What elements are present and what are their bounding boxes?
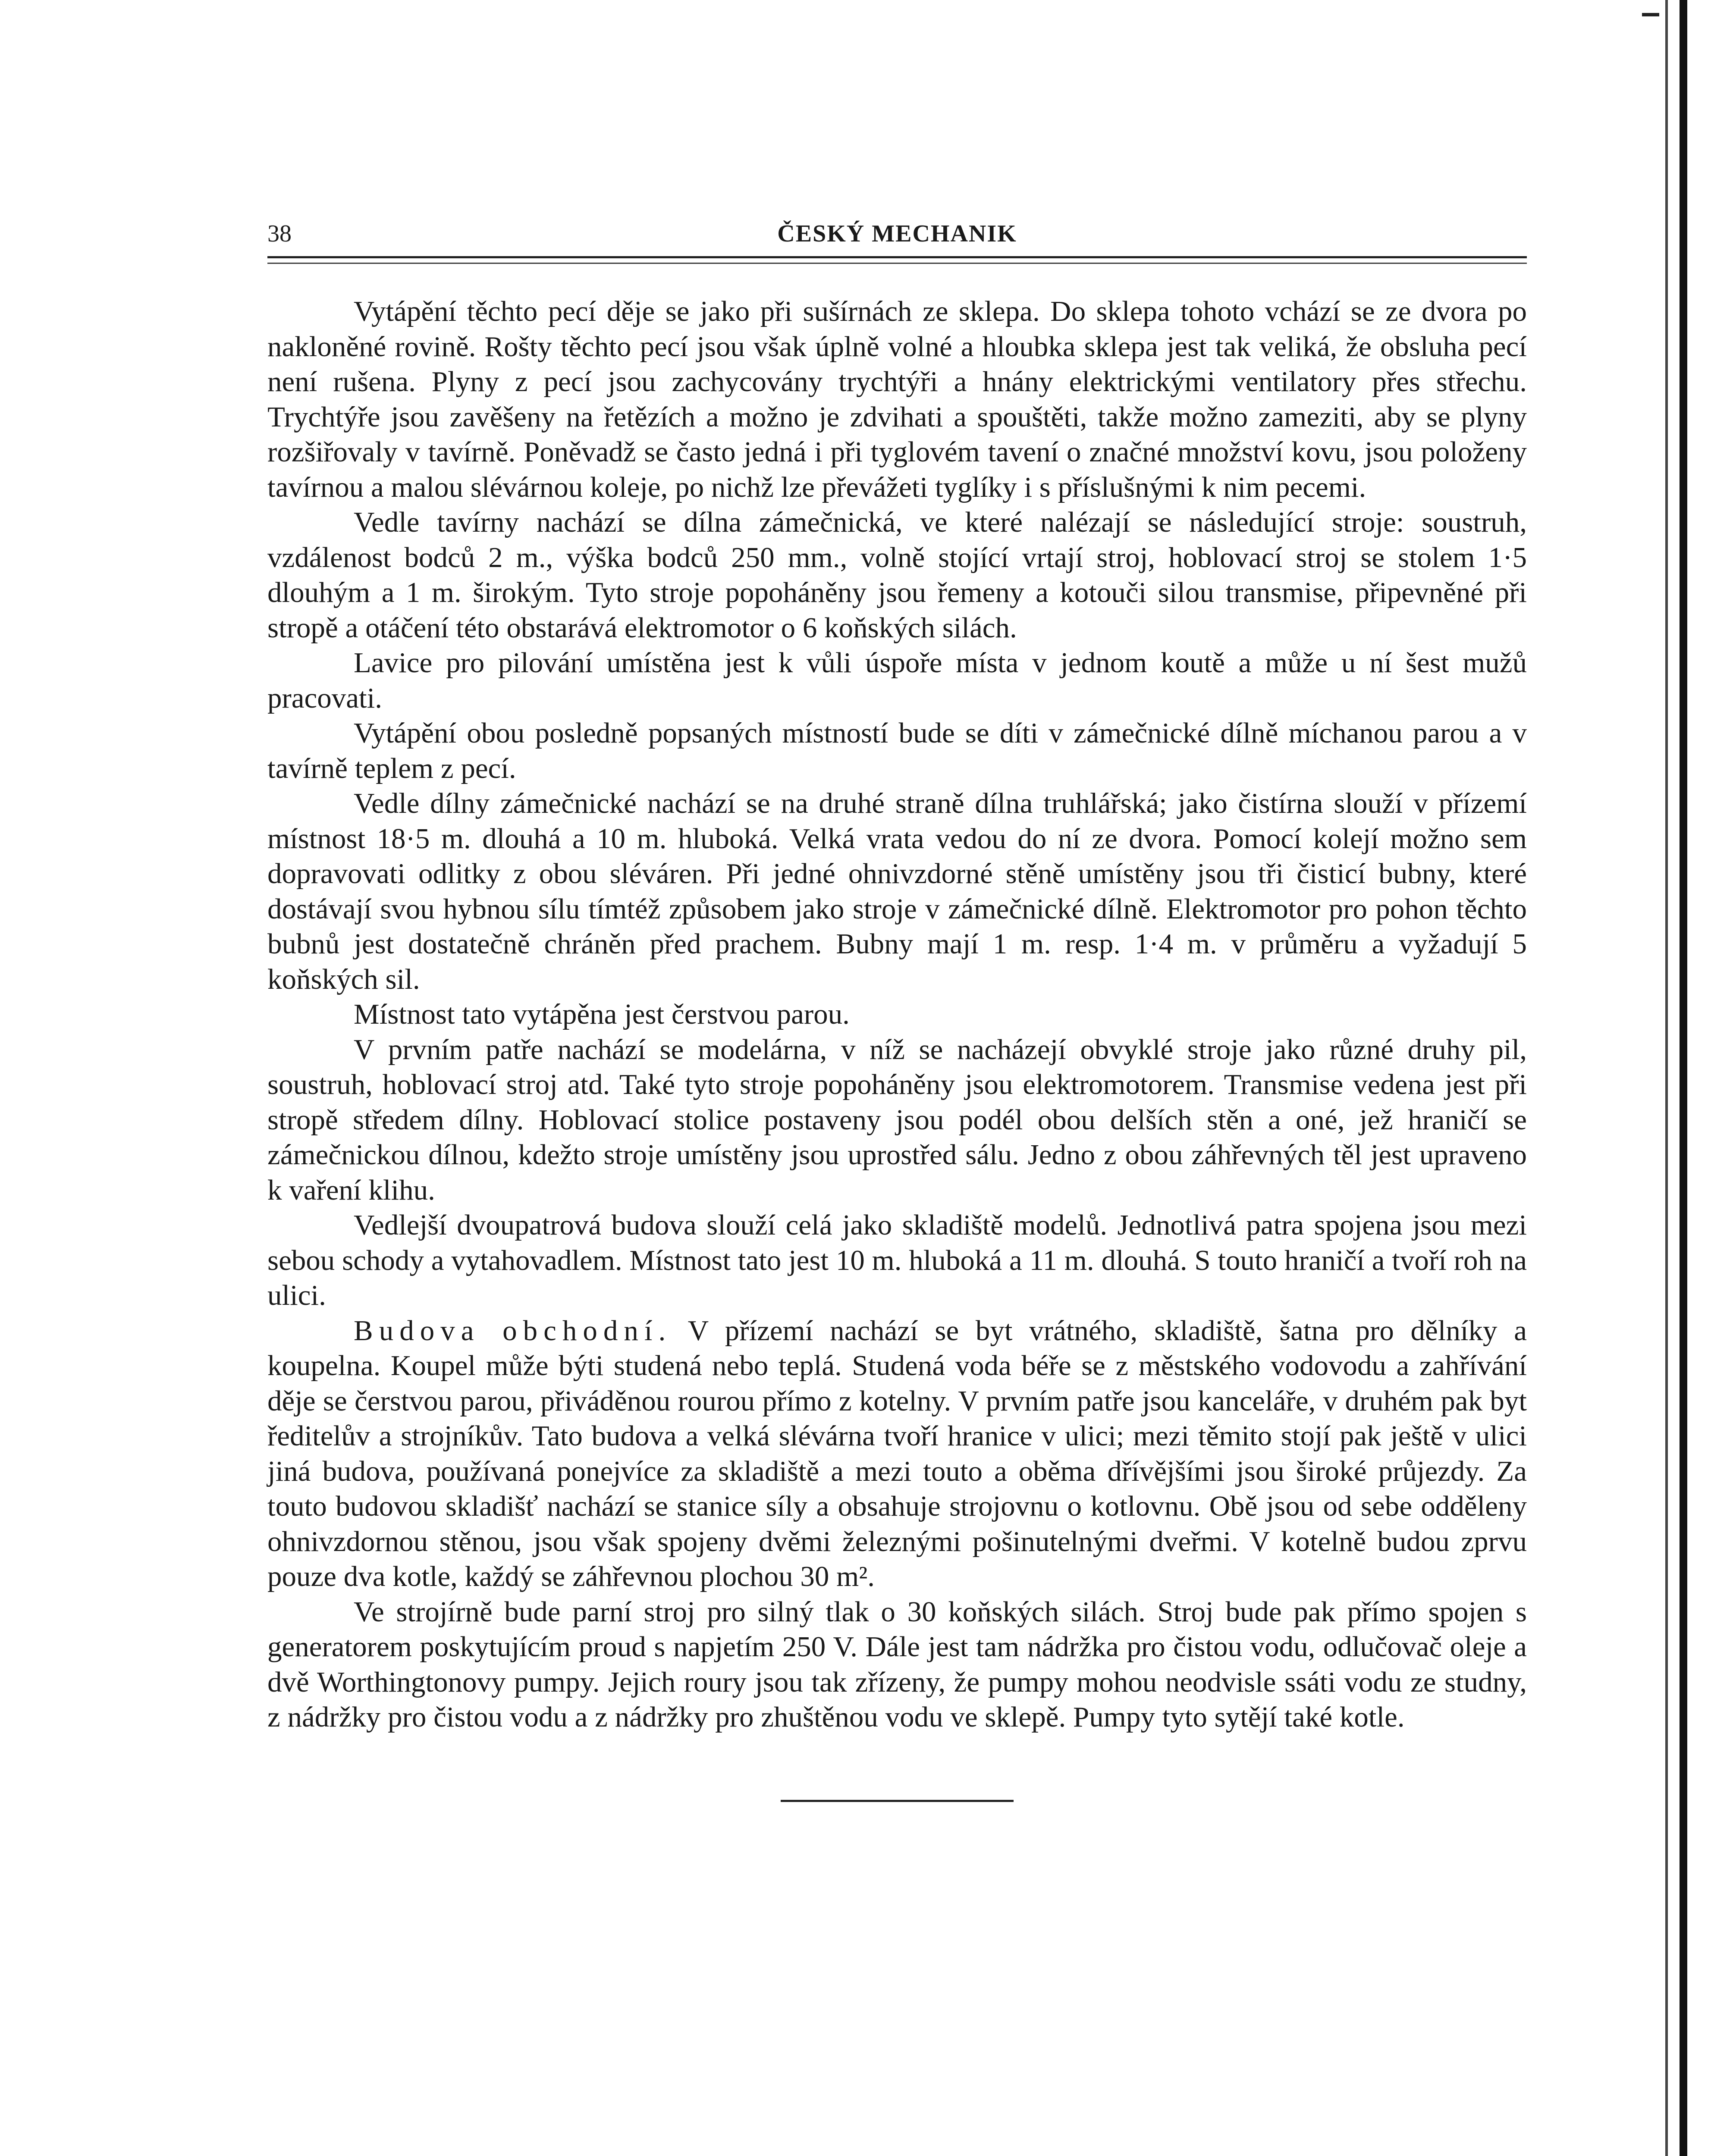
end-rule [781,1800,1014,1802]
header-rule-secondary [267,263,1527,264]
paragraph-text: Vedlejší dvoupatrová budova slouží celá jako skladiště modelů. Jednotlivá patra spojena jsou mezi sebou schody a vytahovadlem. Místnost tato jest 10 m. hluboká a 11 m. dlouhá. S touto hraničí a tvoří roh na ulici. [267,1209,1527,1311]
page-number: 38 [267,220,292,247]
paragraph [267,1595,1527,1735]
paragraph-text: Místnost tato vytápěna jest čerstvou parou. [354,998,850,1030]
paragraph [267,786,1527,997]
running-title: ČESKÝ MECHANIK [777,220,1017,247]
paragraph-text: Vedle dílny zámečnické nachází se na druhé straně dílna truhlářská; jako čistírna slouží v přízemí místnost 18·5 m. dlouhá a 10 m. hluboká. Velká vrata vedou do ní ze dvora. Pomocí kolejí možno sem dopravovati odlitky z obou sléváren. Při jedné ohnivzdorné stěně umístěny jsou tři čisticí bubny, které dostávají svou hybnou sílu tímtéž způsobem jako stroje v zámečnické dílně. Elektromotor pro pohon těchto bubnů jest dostatečně chráněn před prachem. Bubny mají 1 m. resp. 1·4 m. v průměru a vyžadují 5 koňských sil. [267,787,1527,995]
paragraph-text: Vytápění těchto pecí děje se jako při sušírnách ze sklepa. Do sklepa tohoto vchází se ze dvora po nakloněné rovině. Rošty těchto pecí jsou však úplně volné a hloubka sklepa jest tak veliká, že obsluha pecí není rušena. Plyny z pecí jsou zachycovány trychtýři a hnány elektrickými ventilatory přes střechu. Trychtýře jsou zavěšeny na řetězích a možno je zdvihati a spouštěti, takže možno zameziti, aby se plyny rozšiřovaly v tavírně. Poněvadž se často jedná i při tyglovém tavení o značné množství kovu, jsou položeny tavírnou a malou slévárnou koleje, po nichž lze převážeti tyglíky i s příslušnými k nim pecemi. [267,295,1527,503]
paragraph [267,294,1527,505]
paragraph-text: Vedle tavírny nachází se dílna zámečnická, ve které nalézají se následující stroje: soustruh, vzdálenost bodců 2 m., výška bodců 250 mm., volně stojící vrtají stroj, hoblovací stroj se stolem 1·5 dlouhým a 1 m. širokým. Tyto stroje popoháněny jsou řemeny a kotouči silou transmise, připevněné při stropě a otáčení této obstarává elektromotor o 6 koňských silách. [267,506,1527,644]
paragraph-text: Lavice pro pilování umístěna jest k vůli úspoře místa v jednom koutě a může u ní šest mužů pracovati. [267,647,1527,714]
scan-edge-mark [1642,13,1659,16]
scan-edge-bar [1680,0,1687,2156]
paragraph [267,997,1527,1032]
paragraph [267,1208,1527,1313]
header-rule [267,256,1527,258]
paragraph-text: V prvním patře nachází se modelárna, v níž se nacházejí obvyklé stroje jako různé druhy pil, soustruh, hoblovací stroj atd. Také tyto stroje popoháněny jsou elektromotorem. Transmise vedena jest při stropě středem dílny. Hoblovací stolice postaveny jsou podél obou delších stěn a oné, jež hraničí se zámečnickou dílnou, kdežto stroje umístěny jsou uprostřed sálu. Jedno z obou záhřevných těl jest upraveno k vaření klihu. [267,1033,1527,1206]
scan-edge-line [1665,0,1668,2156]
paragraph [267,716,1527,786]
page-header [267,216,1527,254]
paragraph-text: V přízemí nachází se byt vrátného, skladiště, šatna pro dělníky a koupelna. Koupel může býti studená nebo teplá. Studená voda béře se z městského vodovodu a zahřívání děje se čerstvou parou, přiváděnou rourou přímo z kotelny. V prvním patře jsou kanceláře, v druhém pak byt ředitelův a strojníkův. Tato budova a velká slévárna tvoří hranice v ulici; mezi těmito stojí pak ještě v ulici jiná budova, používaná ponejvíce za skladiště a mezi touto a oběma dřívějšími jsou široké průjezdy. Za touto budovou skladišť nachází se stanice síly a obsahuje strojovnu o kotlovnu. Obě jsou od sebe odděleny ohnivzdornou stěnou, jsou však spojeny dvěmi železnými pošinutelnými dveřmi. V kotelně budou zprvu pouze dva kotle, každý se záhřevnou plochou 30 m². [267,1314,1527,1592]
paragraph [267,646,1527,716]
paragraph [267,1032,1527,1208]
article-body [267,294,1527,1735]
page [267,216,1527,1802]
paragraph-text: Ve strojírně bude parní stroj pro silný tlak o 30 koňských silách. Stroj bude pak přímo spojen s generatorem poskytujícím proud s napjetím 250 V. Dále jest tam nádržka pro čistou vodu, odlučovač oleje a dvě Worthingtonovy pumpy. Jejich roury jsou tak zřízeny, že pumpy mohou neodvisle ssáti vodu ze studny, z nádržky pro čistou vodu a z nádržky pro zhuštěnou vodu ve sklepě. Pumpy tyto sytějí také kotle. [267,1595,1527,1733]
paragraph [267,1313,1527,1595]
paragraph [267,505,1527,646]
section-heading-inline: Budova obchodní. [354,1314,672,1347]
paragraph-text: Vytápění obou posledně popsaných místností bude se díti v zámečnické dílně míchanou parou a v tavírně teplem z pecí. [267,717,1527,784]
